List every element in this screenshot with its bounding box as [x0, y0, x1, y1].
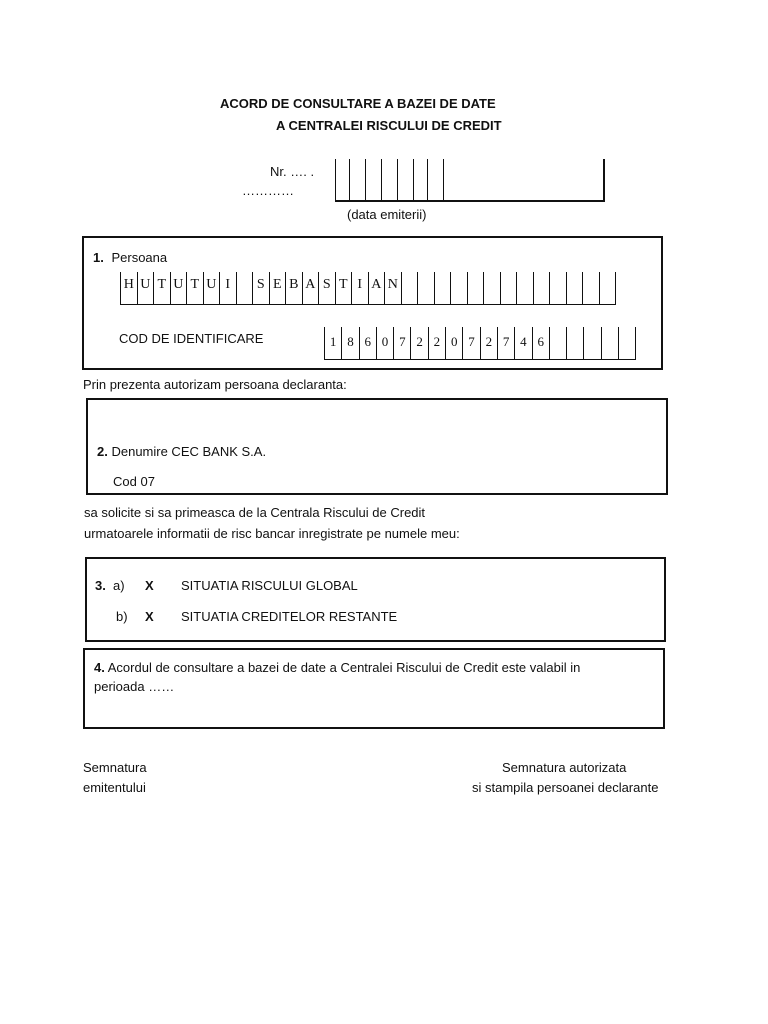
id-digit-box[interactable] — [393, 327, 410, 359]
id-digit: 2 — [433, 334, 441, 349]
name-letter-box[interactable] — [153, 272, 170, 304]
name-letter-box[interactable] — [500, 272, 517, 304]
section-2-heading — [97, 444, 266, 459]
section-3-item-a-letter: a) — [113, 578, 125, 593]
name-letter: E — [272, 277, 282, 292]
name-letter-box[interactable] — [599, 272, 616, 304]
id-input-boxes[interactable] — [324, 327, 636, 360]
id-digit-box[interactable] — [618, 327, 635, 359]
nr-label: Nr. …. . — [270, 164, 315, 179]
section-3-box — [85, 557, 666, 642]
section-4-number: 4. — [94, 660, 105, 675]
signature-left-line2: emitentului — [83, 780, 146, 795]
name-letter-box[interactable] — [269, 272, 286, 304]
name-letter-box[interactable] — [450, 272, 467, 304]
name-letter: T — [338, 277, 348, 292]
name-letter-box[interactable] — [516, 272, 533, 304]
id-digit: 7 — [502, 334, 510, 349]
id-digit: 0 — [381, 334, 389, 349]
name-letter-box[interactable] — [483, 272, 500, 304]
document-title-line1: ACORD DE CONSULTARE A BAZEI DE DATE — [220, 96, 496, 111]
name-letter: T — [157, 277, 167, 292]
name-letter-box[interactable] — [170, 272, 187, 304]
name-letter: T — [190, 277, 200, 292]
id-digit: 7 — [399, 334, 406, 349]
id-digit-box[interactable] — [359, 327, 376, 359]
middle-text-line2: urmatoarele informatii de risc bancar inregistrate pe numele meu: — [84, 526, 460, 541]
id-digit-box[interactable] — [445, 327, 462, 359]
id-digit: 6 — [537, 334, 544, 349]
name-letter-box[interactable] — [252, 272, 269, 304]
name-letter-box[interactable] — [401, 272, 418, 304]
name-letter-box[interactable] — [236, 272, 253, 304]
name-letter: A — [371, 277, 382, 292]
section-1-heading — [93, 250, 167, 265]
section-3-number: 3. — [95, 578, 106, 593]
signature-right-line1: Semnatura autorizata — [502, 760, 627, 775]
middle-text-line1: sa solicite si sa primeasca de la Centrala Riscului de Credit — [84, 505, 426, 520]
name-letter: U — [173, 277, 184, 292]
name-letter-box[interactable] — [203, 272, 220, 304]
signature-right-line2: si stampila persoanei declarante — [472, 780, 659, 795]
section-1-label: Persoana — [111, 250, 168, 265]
id-digit: 4 — [520, 334, 527, 349]
id-digit-box[interactable] — [514, 327, 531, 359]
name-letter-box[interactable] — [467, 272, 484, 304]
name-letter: B — [289, 277, 299, 292]
name-letter-box[interactable] — [417, 272, 434, 304]
id-digit-box[interactable] — [462, 327, 479, 359]
name-letter: N — [387, 277, 398, 292]
name-letter-box[interactable] — [219, 272, 236, 304]
id-digit-box[interactable] — [410, 327, 427, 359]
signature-left-line1: Semnatura — [83, 760, 147, 775]
id-digit-box[interactable] — [480, 327, 497, 359]
section-3-item-b-mark[interactable]: X — [145, 609, 154, 624]
id-digit: 1 — [329, 334, 337, 349]
section-1-number: 1. — [93, 250, 104, 265]
id-digit: 7 — [468, 334, 475, 349]
id-digit-box[interactable] — [566, 327, 583, 359]
id-digit-box[interactable] — [583, 327, 600, 359]
name-letter-box[interactable] — [533, 272, 550, 304]
name-letter: H — [123, 277, 134, 292]
section-4-text-line1: Acordul de consultare a bazei de date a Centralei Riscului de Credit este valabil in — [107, 660, 581, 675]
name-letter-box[interactable] — [335, 272, 352, 304]
id-digit: 2 — [416, 334, 423, 349]
date-caption: (data emiterii) — [347, 207, 427, 222]
name-letter-box[interactable] — [285, 272, 302, 304]
name-letter: S — [322, 277, 331, 292]
name-letter-box[interactable] — [137, 272, 154, 304]
name-letter-box[interactable] — [302, 272, 319, 304]
section-2-label: Denumire CEC BANK S.A. — [111, 444, 267, 459]
name-letter: A — [305, 277, 316, 292]
name-letter-box[interactable] — [368, 272, 385, 304]
name-letter: U — [140, 277, 151, 292]
nr-dots: ………… — [242, 183, 294, 198]
name-letter-box[interactable] — [384, 272, 401, 304]
section-2-cod: Cod 07 — [113, 474, 155, 489]
name-letter-box[interactable] — [120, 272, 137, 304]
section-4-text-line2: perioada …… — [94, 679, 175, 694]
id-digit-box[interactable] — [532, 327, 549, 359]
id-digit: 0 — [450, 334, 458, 349]
intro-text: Prin prezenta autorizam persoana declaranta: — [83, 377, 347, 392]
section-2-number: 2. — [97, 444, 108, 459]
name-letter-box[interactable] — [186, 272, 203, 304]
id-digit-box[interactable] — [376, 327, 393, 359]
id-digit-box[interactable] — [428, 327, 445, 359]
id-digit: 8 — [347, 334, 354, 349]
section-3-item-b-letter: b) — [116, 609, 128, 624]
id-label: COD DE IDENTIFICARE — [119, 331, 264, 346]
section-3-item-a-mark[interactable]: X — [145, 578, 154, 593]
nr-input-boxes[interactable] — [335, 159, 605, 202]
name-letter-box[interactable] — [318, 272, 335, 304]
id-digit: 2 — [485, 334, 493, 349]
name-letter: U — [206, 277, 217, 292]
id-digit-box[interactable] — [341, 327, 358, 359]
name-letter-box[interactable] — [549, 272, 566, 304]
name-letter-box[interactable] — [434, 272, 451, 304]
id-digit-box[interactable] — [324, 327, 341, 359]
id-digit-box[interactable] — [601, 327, 618, 359]
section-4-line1 — [94, 660, 580, 675]
id-digit: 6 — [364, 334, 371, 349]
name-input-boxes[interactable] — [120, 272, 616, 305]
name-letter: S — [256, 277, 265, 292]
name-letter-box[interactable] — [566, 272, 583, 304]
id-digit-box[interactable] — [549, 327, 566, 359]
name-letter-box[interactable] — [351, 272, 368, 304]
name-letter: I — [225, 277, 231, 292]
document-title-line2: A CENTRALEI RISCULUI DE CREDIT — [276, 118, 502, 133]
id-digit-box[interactable] — [497, 327, 514, 359]
name-letter-box[interactable] — [582, 272, 599, 304]
name-letter: I — [357, 277, 363, 292]
section-3-item-b-text: SITUATIA CREDITELOR RESTANTE — [181, 609, 398, 624]
section-3-item-a-text: SITUATIA RISCULUI GLOBAL — [181, 578, 358, 593]
